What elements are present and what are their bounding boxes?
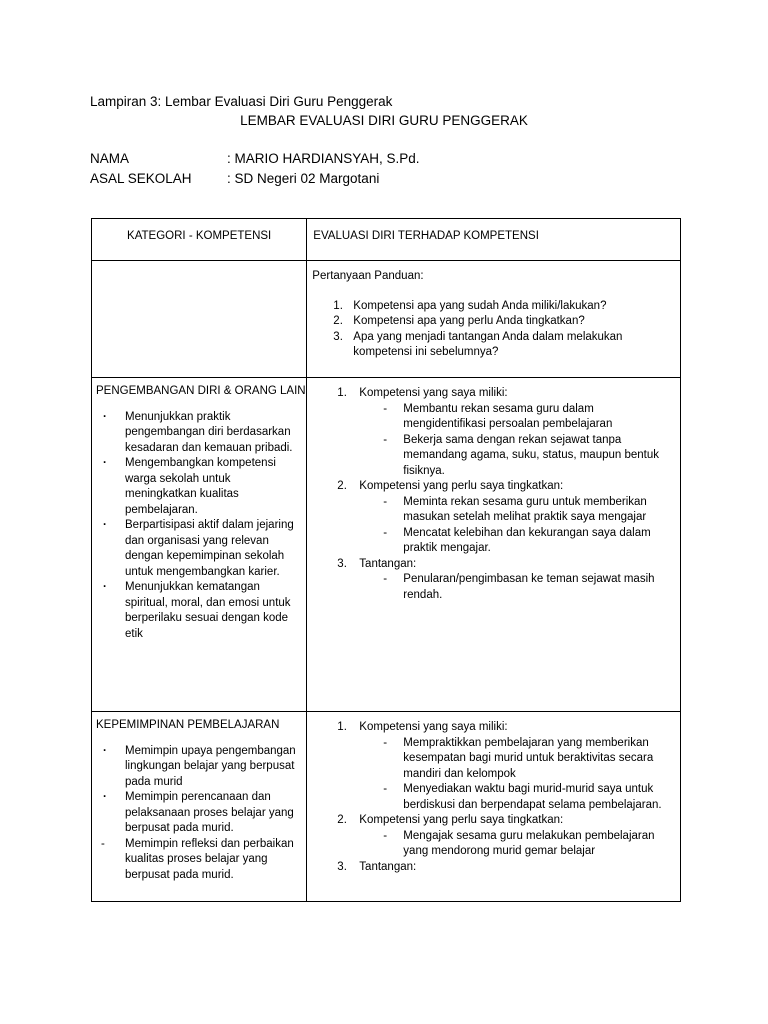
empty-cell	[92, 261, 307, 378]
evaluation-cell	[307, 712, 681, 902]
guide-item: 3. Apa yang menjadi tantangan Anda dalam melakukan kompetensi ini sebelumnya?	[333, 330, 623, 358]
evaluation-point: - Penularan/pengimbasan ke teman sejawat masih rendah.	[403, 572, 666, 603]
category-title: KEPEMIMPINAN PEMBELAJARAN	[96, 719, 280, 731]
guide-title: Pertanyaan Panduan:	[312, 270, 424, 282]
evaluation-item: 2. Kompetensi yang perlu saya tingkatkan: - Meminta rekan sesama guru untuk memberikan masukan setelah melihat praktik saya mengajar - Mencatat kelebihan dan kekurangan saya dalam praktik mengajar.	[307, 479, 674, 557]
evaluation-item: 2. Kompetensi yang perlu saya tingkatkan: - Mengajak sesama guru melakukan pembelajaran yang mendorong murid gemar belajar	[307, 813, 674, 860]
evaluation-point: - Meminta rekan sesama guru untuk memberikan masukan setelah melihat praktik saya mengajar	[403, 495, 666, 526]
competency-item: · Berpartisipasi aktif dalam jejaring dan organisasi yang relevan dengan kepemimpinan sekolah untuk mengembangkan karier.	[125, 518, 300, 580]
guide-item: 1. Kompetensi apa yang sudah Anda miliki/lakukan?	[333, 299, 607, 312]
evaluation-table	[91, 218, 681, 902]
evaluation-list	[307, 386, 680, 603]
evaluation-point: - Mempraktikkan pembelajaran yang memberikan kesempatan bagi murid untuk beraktivitas secara mandiri dan kelompok	[403, 736, 666, 783]
school-label: ASAL SEKOLAH	[90, 171, 192, 186]
competency-item: - Memimpin refleksi dan perbaikan kualitas proses belajar yang berpusat pada murid.	[125, 837, 300, 884]
guide-list	[307, 299, 680, 361]
competency-item: · Menunjukkan kematangan spiritual, moral, dan emosi untuk berperilaku sesuai dengan kode etik	[125, 580, 300, 642]
evaluation-header: EVALUASI DIRI TERHADAP KOMPETENSI	[307, 219, 681, 261]
document-title: LEMBAR EVALUASI DIRI GURU PENGGERAK	[240, 113, 528, 128]
evaluation-cell	[307, 378, 681, 712]
category-cell	[92, 712, 307, 902]
category-cell	[92, 378, 307, 712]
evaluation-item: 1. Kompetensi yang saya miliki: - Membantu rekan sesama guru dalam mengidentifikasi persoalan pembelajaran - Bekerja sama dengan rekan sejawat tanpa memandang agama, suku, status, maupun bentuk fisiknya.	[307, 386, 674, 479]
competency-item: · Memimpin upaya pengembangan lingkungan belajar yang berpusat pada murid	[125, 744, 300, 791]
competency-item: · Menunjukkan praktik pengembangan diri berdasarkan kesadaran dan kemauan pribadi.	[125, 410, 300, 457]
guide-item: 2. Kompetensi apa yang perlu Anda tingkatkan?	[333, 315, 585, 327]
evaluation-item: 3. Tantangan: - Penularan/pengimbasan ke teman sejawat masih rendah.	[307, 557, 674, 604]
evaluation-point: - Membantu rekan sesama guru dalam mengidentifikasi persoalan pembelajaran	[403, 402, 666, 433]
name-value: : MARIO HARDIANSYAH, S.Pd.	[227, 151, 420, 166]
evaluation-item: 3. Tantangan:	[337, 860, 417, 873]
category-header: KATEGORI - KOMPETENSI	[92, 219, 307, 261]
evaluation-point: - Menyediakan waktu bagi murid-murid saya untuk berdiskusi dan berpendapat selama pembelajaran.	[403, 782, 666, 813]
evaluation-item: 1. Kompetensi yang saya miliki: - Mempraktikkan pembelajaran yang memberikan kesempatan bagi murid untuk beraktivitas secara mandiri dan kelompok - Menyediakan waktu bagi murid-murid saya untuk berdiskusi dan berpendapat selama pembelajaran.	[307, 720, 674, 813]
school-value: : SD Negeri 02 Margotani	[227, 171, 380, 186]
competency-item: · Memimpin perencanaan dan pelaksanaan proses belajar yang berpusat pada murid.	[125, 790, 300, 837]
competency-list	[92, 410, 306, 643]
competency-list	[92, 744, 306, 884]
evaluation-point: - Mengajak sesama guru melakukan pembelajaran yang mendorong murid gemar belajar	[403, 829, 666, 860]
appendix-label: Lampiran 3: Lembar Evaluasi Diri Guru Penggerak	[90, 94, 393, 109]
category-title: PENGEMBANGAN DIRI & ORANG LAIN	[96, 385, 306, 397]
name-label: NAMA	[90, 151, 130, 166]
competency-item: · Mengembangkan kompetensi warga sekolah untuk meningkatkan kualitas pembelajaran.	[125, 456, 300, 518]
evaluation-point: - Mencatat kelebihan dan kekurangan saya dalam praktik mengajar.	[403, 526, 666, 557]
evaluation-point: - Bekerja sama dengan rekan sejawat tanpa memandang agama, suku, status, maupun bentuk fisiknya.	[403, 433, 666, 480]
guide-cell	[307, 261, 681, 378]
evaluation-list	[307, 720, 680, 875]
